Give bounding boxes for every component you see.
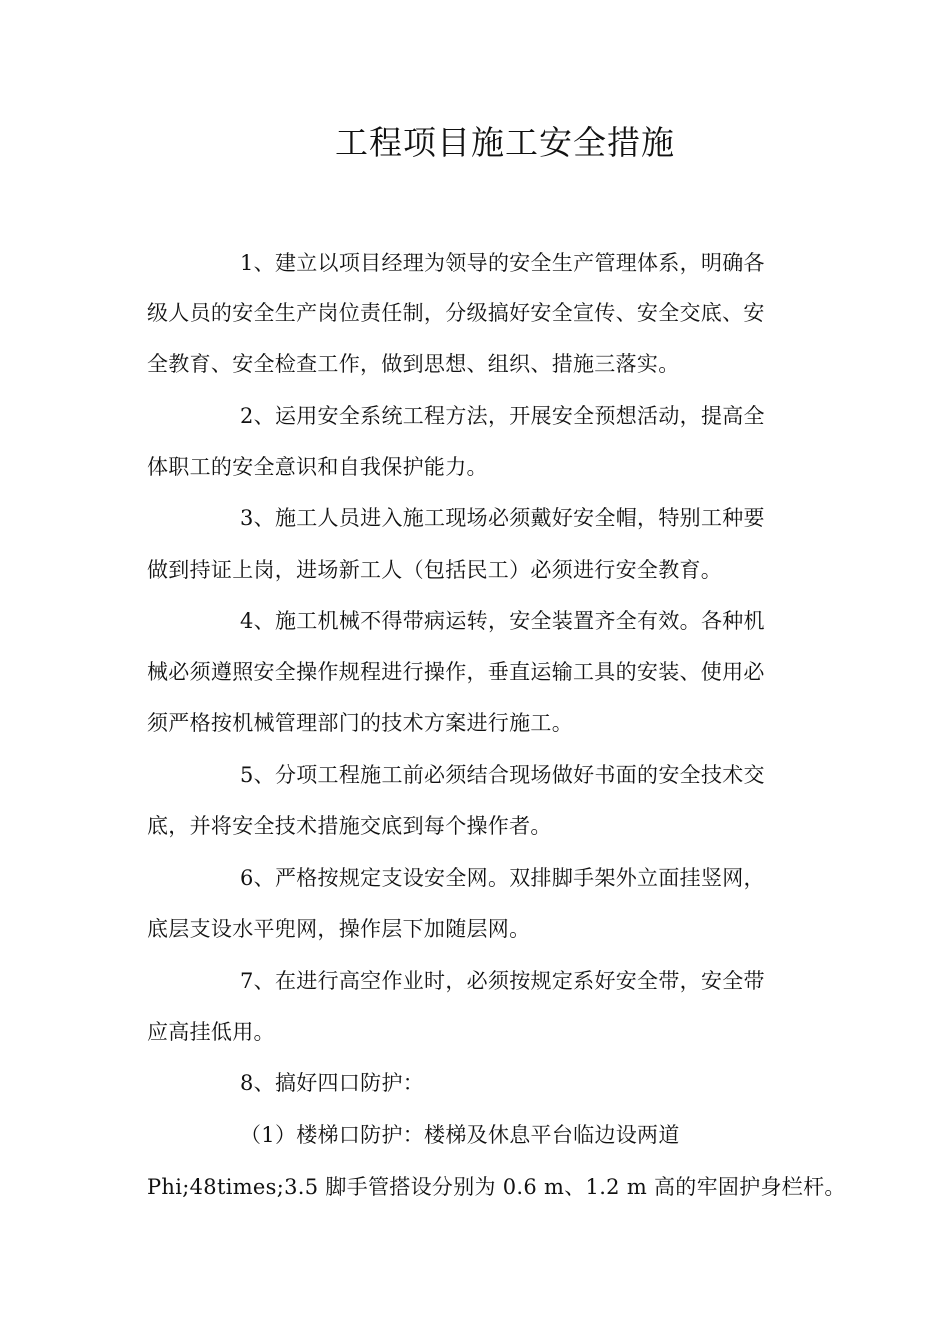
paragraph-6-line-2: 底层支设水平兜网，操作层下加随层网。 bbox=[147, 917, 531, 941]
paragraph-3-line-2: 做到持证上岗，进场新工人（包括民工）必须进行安全教育。 bbox=[147, 558, 723, 582]
paragraph-4-line-2: 械必须遵照安全操作规程进行操作，垂直运输工具的安装、使用必 bbox=[147, 660, 765, 684]
paragraph-1-line-1: 1、建立以项目经理为领导的安全生产管理体系，明确各 bbox=[240, 251, 765, 275]
paragraph-1-line-3: 全教育、安全检查工作，做到思想、组织、措施三落实。 bbox=[147, 352, 680, 376]
paragraph-1-line-2: 级人员的安全生产岗位责任制，分级搞好安全宣传、安全交底、安 bbox=[147, 301, 765, 325]
document-title: 工程项目施工安全措施 bbox=[335, 123, 675, 162]
paragraph-5-line-1: 5、分项工程施工前必须结合现场做好书面的安全技术交 bbox=[240, 763, 765, 787]
paragraph-8-line-1: 8、搞好四口防护： bbox=[240, 1071, 425, 1095]
paragraph-6-line-1: 6、严格按规定支设安全网。双排脚手架外立面挂竖网， bbox=[240, 866, 765, 890]
paragraph-4-line-1: 4、施工机械不得带病运转，安全装置齐全有效。各种机 bbox=[240, 609, 765, 633]
paragraph-2-line-1: 2、运用安全系统工程方法，开展安全预想活动，提高全 bbox=[240, 404, 765, 428]
paragraph-9-line-1: （1）楼梯口防护：楼梯及休息平台临边设两道 bbox=[240, 1123, 680, 1147]
paragraph-9-line-2: Phi;48times;3.5 脚手管搭设分别为 0.6 m、1.2 m 高的牢固护身栏杆。 bbox=[147, 1175, 846, 1199]
paragraph-7-line-1: 7、在进行高空作业时，必须按规定系好安全带，安全带 bbox=[240, 969, 765, 993]
paragraph-2-line-2: 体职工的安全意识和自我保护能力。 bbox=[147, 455, 488, 479]
paragraph-7-line-2: 应高挂低用。 bbox=[147, 1020, 275, 1044]
paragraph-4-line-3: 须严格按机械管理部门的技术方案进行施工。 bbox=[147, 711, 573, 735]
paragraph-3-line-1: 3、施工人员进入施工现场必须戴好安全帽，特别工种要 bbox=[240, 506, 765, 530]
paragraph-5-line-2: 底，并将安全技术措施交底到每个操作者。 bbox=[147, 814, 552, 838]
